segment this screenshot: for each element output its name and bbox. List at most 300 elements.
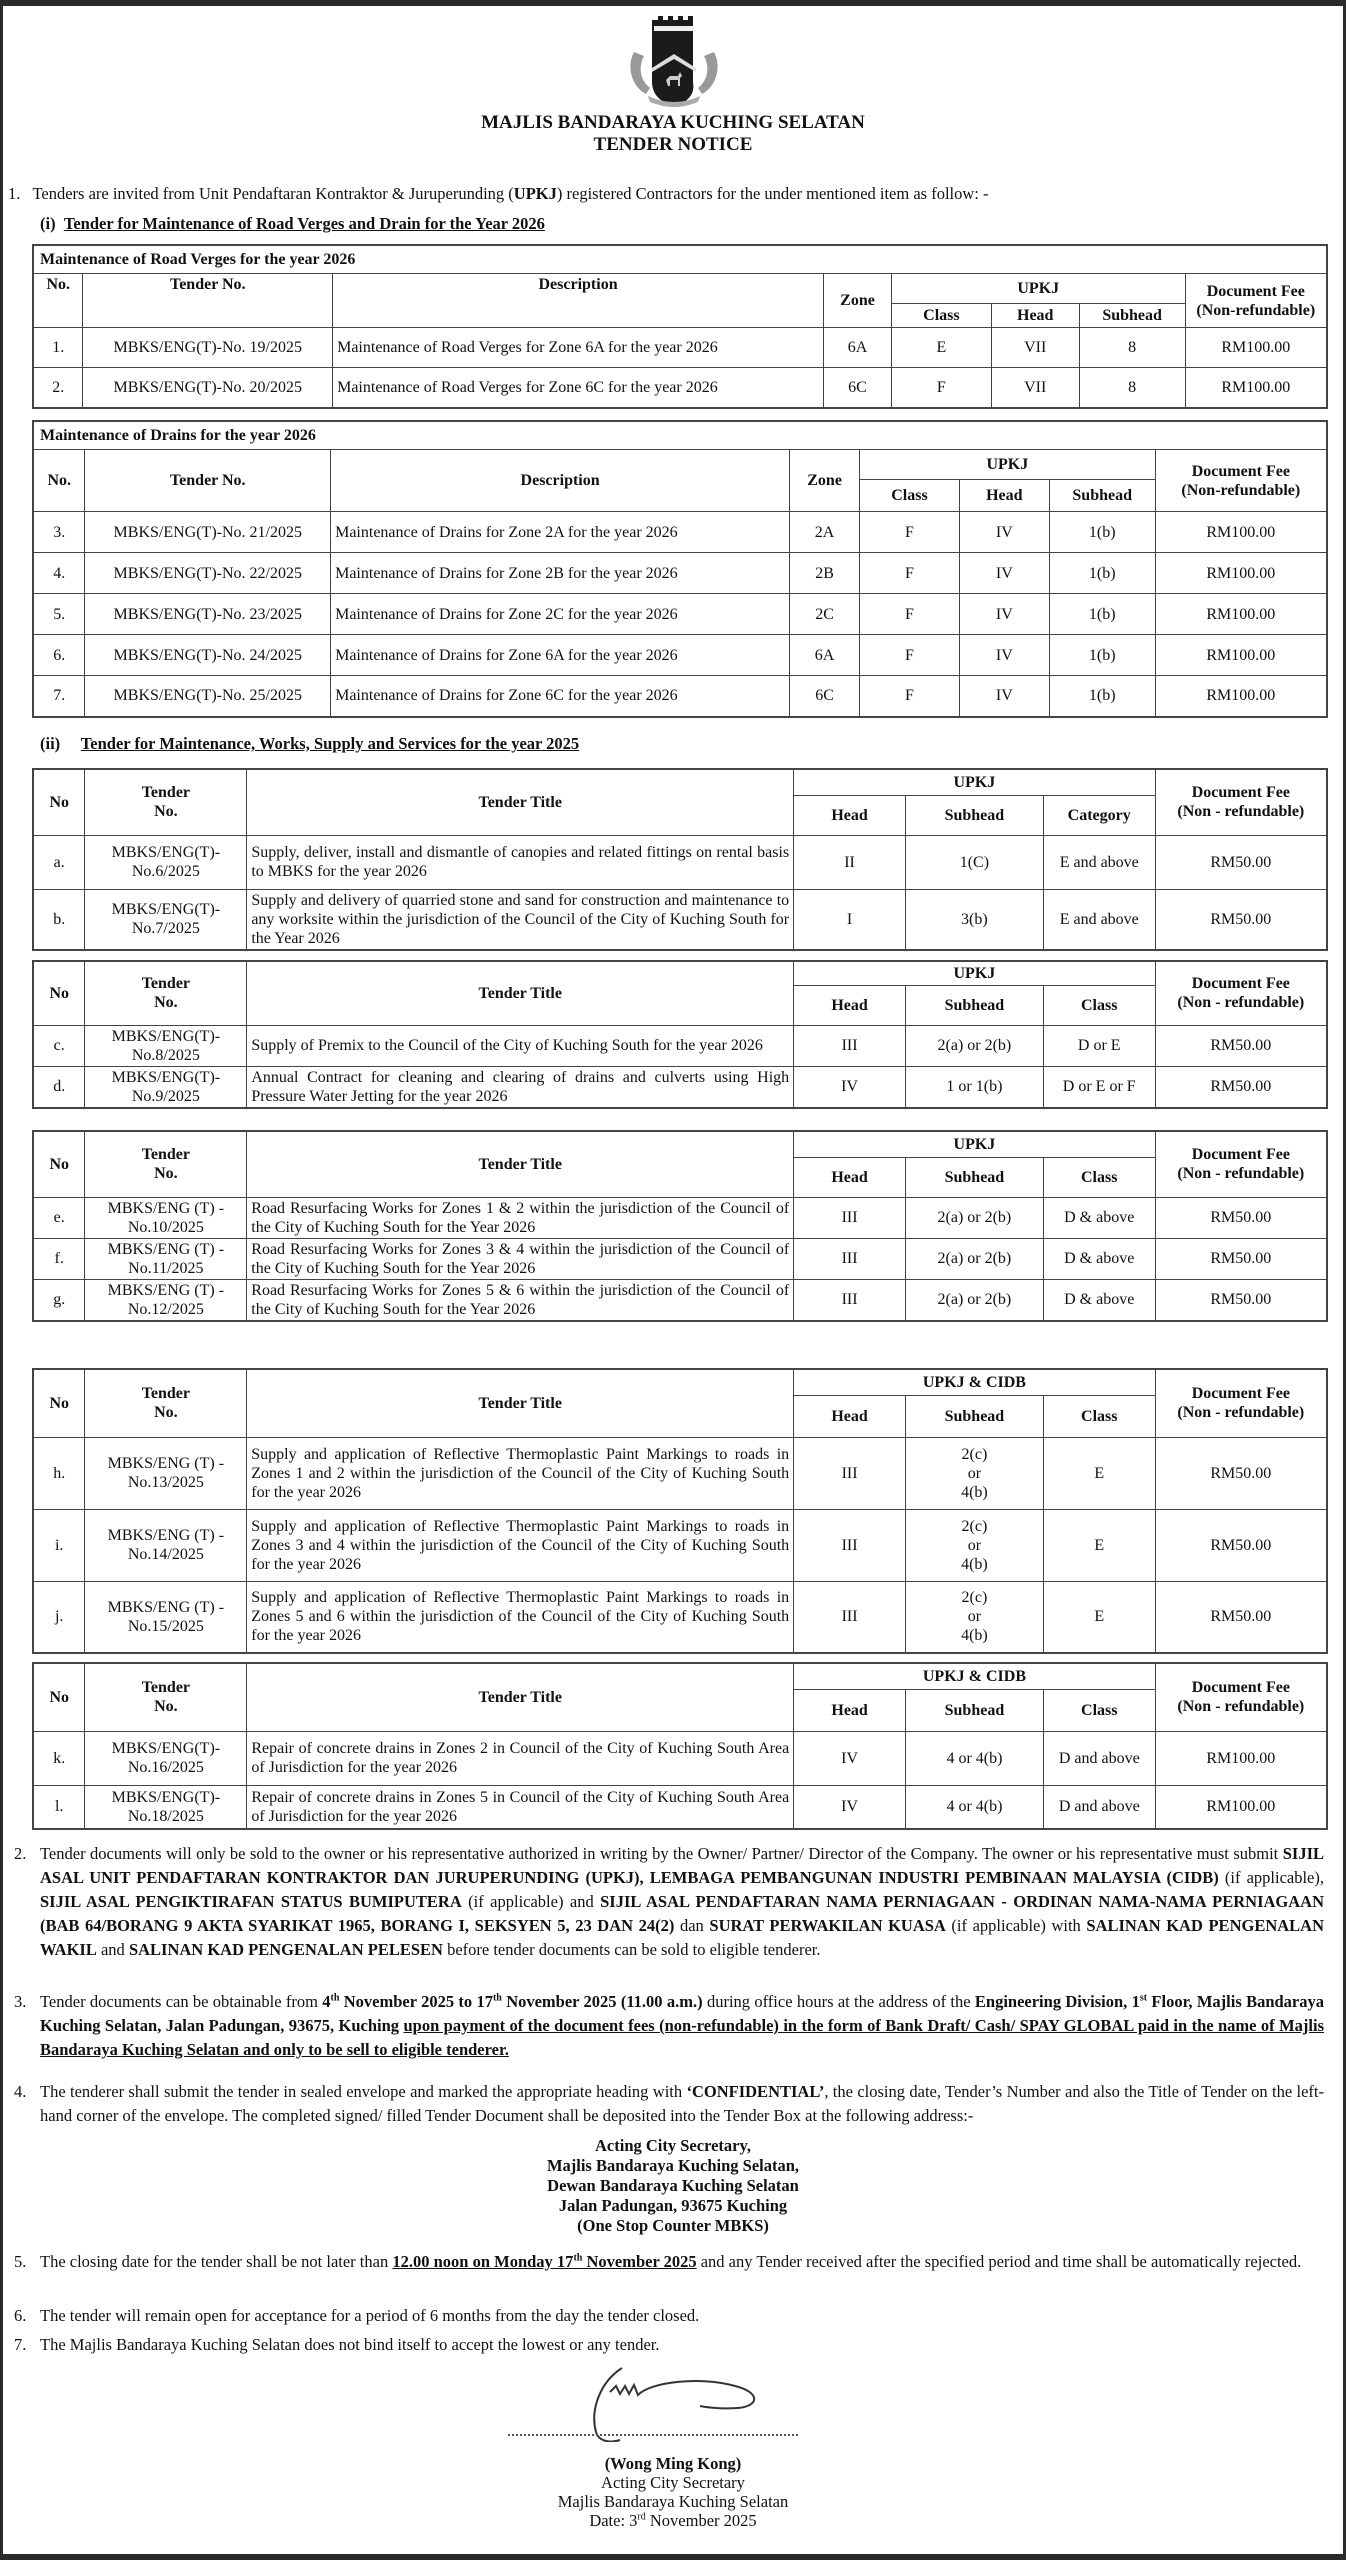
tender-no-line: MBKS/ENG (T) - (107, 1527, 225, 1544)
cell-head: III (794, 1025, 906, 1066)
col-tender-no (85, 769, 247, 835)
clause-3 (14, 1990, 1324, 2062)
table-caption: Maintenance of Road Verges for the year 2026 (33, 245, 1327, 274)
subhead-value: 4 or 4(b) (946, 1749, 1003, 1767)
col-no: No. (33, 450, 85, 512)
obtain-dates (322, 1992, 702, 2011)
table-row (33, 676, 1327, 717)
cell-head: III (794, 1197, 906, 1238)
cell-description: Maintenance of Drains for Zone 2B for the year 2026 (331, 553, 790, 594)
cell-class: D & above (1043, 1197, 1155, 1238)
table-row (33, 1581, 1327, 1653)
cell-no: h. (33, 1437, 85, 1509)
clause-number: 7. (14, 2335, 27, 2354)
header-line: No. (154, 1698, 178, 1716)
cell-class: D or E or F (1043, 1066, 1155, 1108)
cell-class: E (1043, 1509, 1155, 1581)
table-row (33, 594, 1327, 635)
cell-head: VII (991, 368, 1079, 408)
cell-class: E (1043, 1437, 1155, 1509)
payment-terms: upon payment of the document fees (non-refundable) in the form of Bank Draft/ Cash/ SPAY GLOBAL paid in the name of Majlis Bandaraya Kuching Selatan and only to be sell to eligible tenderer. (40, 2016, 1324, 2059)
cell-fee: RM50.00 (1155, 1066, 1327, 1108)
fee-label: Document Fee (1191, 784, 1290, 802)
header-line: No. (154, 994, 178, 1012)
header-line: Tender (141, 1146, 190, 1164)
col-tender-no (85, 1663, 247, 1731)
col-tender-title: Tender Title (247, 1369, 794, 1437)
cell-class: D or E (1043, 1025, 1155, 1066)
subhead-line: 4(b) (961, 1555, 988, 1573)
date-part: November 2025 (645, 2511, 757, 2530)
col-group: UPKJ & CIDB (794, 1369, 1155, 1395)
cell-subhead (906, 1731, 1044, 1785)
tender-no-line: MBKS/ENG(T)- (111, 1788, 221, 1806)
subhead-line: or (967, 1608, 982, 1626)
cell-class: D & above (1043, 1238, 1155, 1279)
subhead-value: 2(a) or 2(b) (937, 1250, 1012, 1267)
cell-tender-no: MBKS/ENG(T)-No. 24/2025 (85, 635, 331, 676)
cell-head: IV (959, 676, 1049, 717)
col-group: UPKJ (794, 769, 1156, 795)
cell-class: D and above (1043, 1731, 1155, 1785)
tender-no-line: MBKS/ENG (T) - (107, 1199, 225, 1217)
clause-number: 4. (14, 2082, 27, 2101)
signatory-position: Acting City Secretary (601, 2473, 745, 2492)
cell-description: Maintenance of Road Verges for Zone 6C for the year 2026 (333, 368, 824, 408)
cell-class: E and above (1043, 889, 1155, 950)
fee-sublabel: (Non - refundable) (1177, 803, 1305, 821)
cell-no: c. (33, 1025, 85, 1066)
cell-zone: 2C (790, 594, 860, 635)
cell-tender-no: MBKS/ENG(T)-No. 20/2025 (83, 368, 333, 408)
table-row (33, 1066, 1327, 1108)
col-fee (1155, 1663, 1327, 1731)
cell-class: E and above (1043, 835, 1155, 889)
cell-fee: RM50.00 (1155, 1509, 1327, 1581)
signature-line (508, 2434, 798, 2436)
cell-tender-title: Supply and application of Reflective Thermoplastic Paint Markings to roads in Zones 5 and 6 within the jurisdiction of the Council of the City of Kuching South for the year 2026 (247, 1581, 794, 1653)
section-label: (ii) (40, 734, 61, 753)
tender-no-line: No.11/2025 (128, 1259, 204, 1277)
cell-fee: RM100.00 (1155, 635, 1327, 676)
tender-no-line: No.9/2025 (131, 1087, 200, 1105)
fee-label: Document Fee (1191, 462, 1290, 480)
table-row (33, 1025, 1327, 1066)
date-part: 4 (322, 1992, 331, 2011)
cell-tender-no (85, 1785, 247, 1829)
col-group: UPKJ & CIDB (794, 1663, 1155, 1689)
cell-tender-title: Road Resurfacing Works for Zones 5 & 6 within the jurisdiction of the Council of the City of Kuching South for the Year 2026 (247, 1279, 794, 1321)
address-line: Majlis Bandaraya Kuching Selatan, (546, 2156, 800, 2175)
cell-tender-title: Repair of concrete drains in Zones 2 in Council of the City of Kuching South Area of Jurisdiction for the year 2026 (247, 1731, 794, 1785)
cell-subhead: 1(b) (1049, 635, 1155, 676)
cell-zone: 6A (824, 328, 892, 368)
col-subhead: Subhead (905, 985, 1043, 1025)
cell-tender-no: MBKS/ENG(T)-No. 21/2025 (85, 512, 331, 553)
cell-tender-no (85, 1279, 247, 1321)
cell-head: III (794, 1279, 906, 1321)
clause-text: dan (674, 1916, 710, 1935)
tender-no-line: MBKS/ENG(T)- (111, 1027, 221, 1045)
cell-no: 4. (33, 553, 85, 594)
header-line: No. (154, 803, 178, 821)
signature-date (0, 2511, 1346, 2530)
clause-text: during office hours at the address of the (702, 1992, 975, 2011)
header-line: Tender (141, 784, 191, 802)
col-tender-no: Tender No. (85, 450, 331, 512)
col-upkj: UPKJ (860, 450, 1156, 480)
cell-fee: RM50.00 (1155, 1437, 1327, 1509)
signatory-name: (Wong Ming Kong) (604, 2454, 742, 2473)
fee-sublabel: (Non - refundable) (1177, 1698, 1305, 1716)
cell-fee: RM50.00 (1155, 1238, 1327, 1279)
cell-head: IV (959, 512, 1049, 553)
table-row (33, 1509, 1327, 1581)
clause-text: before tender documents can be sold to eligible tenderer. (442, 1940, 821, 1959)
table-row (33, 1238, 1327, 1279)
cell-subhead (906, 1785, 1044, 1829)
col-class: Class (891, 304, 991, 328)
cell-description: Maintenance of Drains for Zone 6A for the year 2026 (331, 635, 790, 676)
clause-text: , the closing date, Tender’s Number and also the Title of Tender on the left-hand corner of the envelope. The completed signed/ filled Tender Document shall be deposited into the Tender Box at the following address:- (40, 2082, 1324, 2125)
cell-head: III (794, 1581, 906, 1653)
confidential-label: ‘CONFIDENTIAL’ (686, 2082, 825, 2101)
col-no: No (33, 1663, 85, 1731)
col-description: Description (333, 274, 824, 328)
bold-text: SALINAN KAD PENGENALAN PELESEN (128, 1940, 443, 1959)
clause-text: Tender documents will only be sold to the owner or his representative authorized in writing by the Owner/ Partner/ Director of the Company. The owner or his representative must submit (40, 1844, 1283, 1863)
ordinal: th (492, 1992, 502, 2004)
table-row (33, 1437, 1327, 1509)
cell-head: IV (794, 1785, 906, 1829)
tender-no-line: MBKS/ENG (T) - (107, 1281, 225, 1299)
cell-tender-title: Supply and application of Reflective Thermoplastic Paint Markings to roads in Zones 3 and 4 within the jurisdiction of the Council of the City of Kuching South for the year 2026 (247, 1509, 794, 1581)
cell-tender-title: Supply and application of Reflective Thermoplastic Paint Markings to roads in Zones 1 and 2 within the jurisdiction of the Council of the City of Kuching South for the year 2026 (247, 1437, 794, 1509)
clause-text: The tenderer shall submit the tender in sealed envelope and marked the appropriate heading with (40, 2082, 687, 2101)
col-description: Description (331, 450, 790, 512)
cell-tender-title: Supply of Premix to the Council of the City of Kuching South for the year 2026 (247, 1025, 794, 1066)
cell-class: F (860, 594, 960, 635)
col-tender-no (85, 961, 247, 1025)
clause-text: Tender documents can be obtainable from (40, 1992, 323, 2011)
subhead-value: 1(C) (959, 853, 990, 871)
clause-text: The Majlis Bandaraya Kuching Selatan does not bind itself to accept the lowest or any tender. (40, 2335, 660, 2354)
cell-subhead: 1(b) (1049, 676, 1155, 717)
col-no: No. (33, 274, 83, 328)
clause-6 (14, 2304, 1324, 2328)
col-head: Head (794, 1395, 906, 1437)
cell-tender-no (85, 1509, 247, 1581)
header-line: No. (154, 1165, 178, 1183)
cell-no: a. (33, 835, 85, 889)
tender-no-line: MBKS/ENG (T) - (107, 1598, 225, 1616)
section-ii-heading (40, 734, 579, 754)
tender-no-line: MBKS/ENG(T)- (111, 901, 221, 918)
subhead-value: 3(b) (961, 910, 988, 928)
tender-no-line: No.14/2025 (127, 1546, 204, 1563)
table-row (33, 1279, 1327, 1321)
cell-head: III (794, 1509, 906, 1581)
header-line: No. (154, 1404, 178, 1422)
col-class: Class (1043, 1689, 1155, 1731)
cell-subhead (905, 889, 1043, 950)
cell-class: D and above (1043, 1785, 1155, 1829)
col-fee (1155, 1369, 1327, 1437)
cell-no: 1. (33, 328, 83, 368)
col-tender-title: Tender Title (247, 1131, 794, 1197)
cell-zone: 6C (824, 368, 892, 408)
cell-class: E (1043, 1581, 1155, 1653)
org-name: MAJLIS BANDARAYA KUCHING SELATAN (481, 112, 865, 133)
subhead-value: 4 or 4(b) (946, 1798, 1003, 1816)
col-class: Class (1043, 985, 1155, 1025)
col-no: No (33, 961, 85, 1025)
date-part: November 2025 (11.00 a.m.) (501, 1992, 703, 2011)
cell-fee: RM50.00 (1155, 1279, 1327, 1321)
col-group: UPKJ (794, 1131, 1156, 1157)
cell-tender-no: MBKS/ENG(T)-No. 25/2025 (85, 676, 331, 717)
header-line: Tender (141, 1385, 190, 1403)
cell-head: II (794, 835, 906, 889)
col-subhead: Subhead (906, 1395, 1044, 1437)
address-line: Jalan Padungan, 93675 Kuching (558, 2196, 788, 2215)
clause-text: The closing date for the tender shall be not later than (40, 2252, 393, 2271)
signatory-org: Majlis Bandaraya Kuching Selatan (557, 2492, 789, 2511)
cell-subhead: 1(b) (1049, 512, 1155, 553)
cell-no: i. (33, 1509, 85, 1581)
cell-no: j. (33, 1581, 85, 1653)
tender-no-line: No.18/2025 (127, 1807, 204, 1825)
address-line: Dewan Bandaraya Kuching Selatan (547, 2176, 799, 2195)
cell-description: Maintenance of Drains for Zone 2A for the year 2026 (331, 512, 790, 553)
clause-text: (if applicable), (1218, 1868, 1324, 1887)
cell-class: E (891, 328, 991, 368)
bold-text: SIJIL ASAL UNIT PENDAFTARAN KONTRAKTOR DAN JURUPERUNDING (UPKJ), LEMBAGA PEMBANGUNAN INDUSTRI PEMBINAAN MALAYSIA (CIDB) (40, 1844, 1324, 1887)
cell-zone: 6A (790, 635, 860, 676)
cell-subhead (905, 1197, 1043, 1238)
col-tender-title: Tender Title (247, 961, 794, 1025)
cell-subhead: 8 (1079, 328, 1185, 368)
cell-fee: RM100.00 (1185, 368, 1327, 408)
cell-no: k. (33, 1731, 85, 1785)
tender-table (32, 768, 1328, 951)
cell-fee: RM100.00 (1155, 553, 1327, 594)
date-part: November 2025 to 17 (339, 1992, 493, 2011)
cell-subhead (906, 1581, 1044, 1653)
cell-fee: RM50.00 (1155, 1025, 1327, 1066)
cell-description: Maintenance of Drains for Zone 6C for the year 2026 (331, 676, 790, 717)
clause-number: 6. (14, 2306, 27, 2325)
cell-fee: RM100.00 (1185, 328, 1327, 368)
table-row (33, 1197, 1327, 1238)
clause-text: (if applicable) and (461, 1892, 601, 1911)
cell-tender-no (85, 889, 247, 950)
col-group: UPKJ (794, 961, 1155, 985)
subhead-value: 2(a) or 2(b) (937, 1209, 1012, 1226)
cell-no: 5. (33, 594, 85, 635)
cell-subhead (905, 1025, 1043, 1066)
date-part: Date: 3 (589, 2511, 638, 2530)
col-subhead: Subhead (1049, 480, 1155, 512)
cell-class: F (860, 512, 960, 553)
subhead-line: 2(c) (961, 1517, 988, 1535)
cell-tender-no (85, 1731, 247, 1785)
tender-table (32, 1662, 1328, 1830)
section-label: (i) (40, 214, 56, 233)
clause-7 (14, 2333, 1324, 2357)
col-class: Category (1043, 795, 1155, 835)
col-tender-no (85, 1369, 247, 1437)
cell-tender-title: Road Resurfacing Works for Zones 3 & 4 within the jurisdiction of the Council of the City of Kuching South for the Year 2026 (247, 1238, 794, 1279)
notice-header (0, 112, 1346, 156)
col-class: Class (860, 480, 960, 512)
col-head: Head (991, 304, 1079, 328)
cell-class: D & above (1043, 1279, 1155, 1321)
subhead-line: 2(c) (961, 1589, 988, 1607)
cell-no: e. (33, 1197, 85, 1238)
cell-head: IV (959, 594, 1049, 635)
cell-fee: RM100.00 (1155, 512, 1327, 553)
cell-fee: RM50.00 (1155, 1197, 1327, 1238)
clause-2 (14, 1842, 1324, 1962)
tender-no-line: No.16/2025 (127, 1759, 204, 1776)
clause-number: 3. (14, 1992, 27, 2011)
cell-no: l. (33, 1785, 85, 1829)
tender-no-line: No.8/2025 (131, 1046, 200, 1064)
col-no: No (33, 1131, 85, 1197)
cell-tender-no: MBKS/ENG(T)-No. 23/2025 (85, 594, 331, 635)
section-title: Tender for Maintenance, Works, Supply and Services for the year 2025 (80, 734, 580, 753)
fee-sublabel: (Non - refundable) (1177, 1404, 1305, 1422)
col-subhead: Subhead (1079, 304, 1185, 328)
tender-no-line: No.6/2025 (131, 863, 200, 880)
cell-subhead (905, 835, 1043, 889)
cell-description: Maintenance of Road Verges for Zone 6A for the year 2026 (333, 328, 824, 368)
cell-zone: 2A (790, 512, 860, 553)
cell-subhead (906, 1437, 1044, 1509)
cell-description: Maintenance of Drains for Zone 2C for the year 2026 (331, 594, 790, 635)
cell-fee: RM100.00 (1155, 676, 1327, 717)
col-zone: Zone (824, 274, 892, 328)
cell-head: III (794, 1238, 906, 1279)
table-caption: Maintenance of Drains for the year 2026 (33, 421, 1327, 450)
col-head: Head (959, 480, 1049, 512)
cell-zone: 2B (790, 553, 860, 594)
col-class: Class (1043, 1157, 1155, 1197)
page-title: TENDER NOTICE (593, 134, 753, 155)
col-no: No (33, 1369, 85, 1437)
cell-fee: RM100.00 (1155, 1785, 1327, 1829)
cell-class: F (860, 553, 960, 594)
bold-text: SALINAN KAD PENGENALAN WAKIL (40, 1916, 1324, 1959)
fee-sublabel: (Non-refundable) (1181, 481, 1301, 499)
cell-tender-no (85, 1066, 247, 1108)
col-head: Head (794, 985, 906, 1025)
cell-subhead (905, 1279, 1043, 1321)
col-tender-title: Tender Title (247, 769, 794, 835)
col-class: Class (1043, 1395, 1155, 1437)
tender-no-line: No.12/2025 (127, 1300, 204, 1318)
tender-no-line: No.15/2025 (127, 1617, 204, 1635)
tender-no-line: No.7/2025 (131, 920, 200, 937)
signatory-block (0, 2454, 1346, 2530)
col-head: Head (794, 795, 906, 835)
address-part: Engineering Division, 1 (974, 1992, 1140, 2011)
cell-no: 2. (33, 368, 83, 408)
cell-head: IV (794, 1731, 906, 1785)
cell-tender-title: Repair of concrete drains in Zones 5 in Council of the City of Kuching South Area of Jurisdiction for the year 2026 (247, 1785, 794, 1829)
ordinal: rd (637, 2511, 646, 2523)
cell-head: III (794, 1437, 906, 1509)
tender-box-address (0, 2136, 1346, 2236)
road-verges-table (32, 244, 1328, 409)
clause-text: (if applicable) with (945, 1916, 1087, 1935)
tender-no-line: MBKS/ENG(T)- (111, 1068, 221, 1086)
subhead-line: or (967, 1464, 982, 1482)
clause-text: ) registered Contractors for the under mentioned item as follow: - (556, 184, 989, 203)
table-row (33, 328, 1327, 368)
clause-5 (14, 2250, 1324, 2274)
fee-label: Document Fee (1191, 1679, 1290, 1697)
cell-fee: RM50.00 (1155, 889, 1327, 950)
subhead-value: 2(a) or 2(b) (937, 1037, 1012, 1054)
cell-no: 6. (33, 635, 85, 676)
tender-table (32, 1368, 1328, 1654)
address-part: Floor, Majlis Bandaraya Kuching Selatan, Jalan Padungan, 93675, Kuching (40, 1992, 1324, 2035)
date-part: 12.00 noon on Monday 17 (392, 2252, 574, 2271)
cell-subhead: 1(b) (1049, 594, 1155, 635)
tender-no-line: No.10/2025 (127, 1218, 204, 1236)
clause-1 (8, 182, 1328, 206)
cell-subhead: 1(b) (1049, 553, 1155, 594)
cell-tender-title: Supply and delivery of quarried stone and sand for construction and maintenance to any worksite within the jurisdiction of the Council of the City of Kuching South for the Year 2026 (247, 889, 794, 950)
bold-text: SIJIL ASAL PENGIKTIRAFAN STATUS BUMIPUTERA (40, 1892, 462, 1911)
clause-4 (14, 2080, 1324, 2128)
cell-fee: RM50.00 (1155, 1581, 1327, 1653)
cell-tender-no (85, 1238, 247, 1279)
cell-tender-no (85, 1581, 247, 1653)
col-subhead: Subhead (905, 795, 1043, 835)
ordinal: st (1139, 1992, 1148, 2004)
col-fee (1155, 450, 1327, 512)
cell-tender-title: Supply, deliver, install and dismantle of canopies and related fittings on rental basis to MBKS for the year 2026 (247, 835, 794, 889)
subhead-line: 4(b) (961, 1627, 988, 1645)
tender-no-line: MBKS/ENG(T)- (111, 844, 221, 861)
col-fee (1185, 274, 1327, 328)
col-upkj: UPKJ (891, 274, 1185, 304)
section-title: Tender for Maintenance of Road Verges and Drain for the Year 2026 (63, 214, 545, 233)
fee-label: Document Fee (1206, 282, 1305, 300)
clause-text: Tenders are invited from Unit Pendaftaran Kontraktor & Juruperunding ( (32, 184, 514, 203)
subhead-line: 2(c) (961, 1445, 988, 1463)
tender-table (32, 960, 1328, 1109)
cell-subhead (905, 1066, 1043, 1108)
col-subhead: Subhead (905, 1157, 1043, 1197)
cell-tender-title: Annual Contract for cleaning and clearing of drains and culverts using High Pressure Water Jetting for the year 2026 (247, 1066, 794, 1108)
section-i-heading (40, 214, 545, 234)
cell-no: g. (33, 1279, 85, 1321)
cell-subhead (906, 1509, 1044, 1581)
cell-zone: 6C (790, 676, 860, 717)
fee-label: Document Fee (1191, 975, 1290, 993)
tender-no-line: MBKS/ENG (T) - (107, 1240, 225, 1258)
cell-tender-no (85, 1197, 247, 1238)
fee-sublabel: (Non - refundable) (1177, 994, 1305, 1012)
tender-table (32, 1130, 1328, 1322)
cell-tender-title: Road Resurfacing Works for Zones 1 & 2 within the jurisdiction of the Council of the City of Kuching South for the Year 2026 (247, 1197, 794, 1238)
subhead-line: 4(b) (961, 1483, 988, 1501)
cell-fee: RM100.00 (1155, 1731, 1327, 1785)
